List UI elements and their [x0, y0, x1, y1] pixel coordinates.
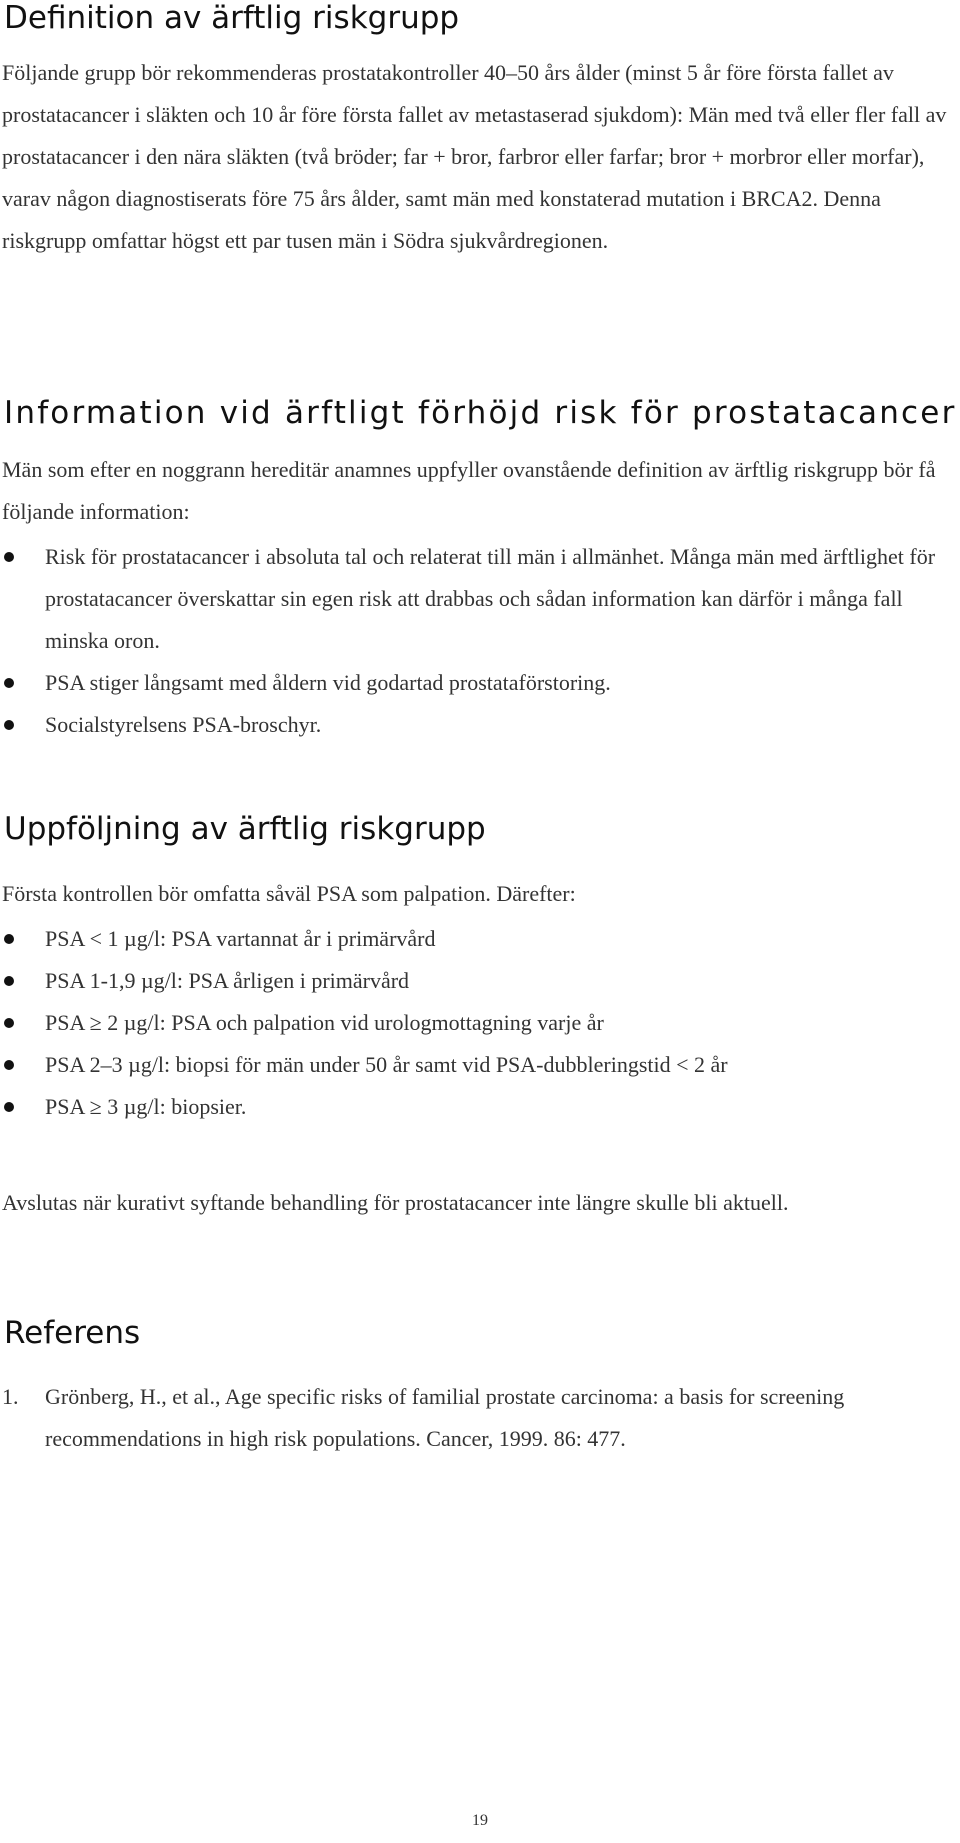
- list-item: PSA ≥ 3 µg/l: biopsier.: [0, 1086, 960, 1128]
- bullet-icon: [4, 1018, 14, 1028]
- list-item: PSA < 1 µg/l: PSA vartannat år i primärvård: [0, 918, 960, 960]
- bullet-icon: [4, 976, 14, 986]
- heading-referens: Referens: [4, 1315, 141, 1351]
- reference-item: [0, 1376, 950, 1460]
- bullet-icon: [4, 720, 14, 730]
- paragraph-definition: Följande grupp bör rekommenderas prostatakontroller 40–50 års ålder (minst 5 år före första fallet av prostatacancer i släkten och 10 år före första fallet av metastaserad sjukdom): Män med två eller fler fall av prostatacancer i den nära släkten (två bröder; far + bror, farbror eller farfar; bror + morbror eller morfar), varav någon diagnostiserats före 75 års ålder, samt män med konstaterad mutation i BRCA2. Denna riskgrupp omfattar högst ett par tusen män i Södra sjukvårdregionen.: [2, 60, 947, 253]
- paragraph-information-intro: Män som efter en noggrann hereditär anamnes uppfyller ovanstående definition av ärftlig riskgrupp bör få följande information:: [2, 457, 936, 524]
- bullet-icon: [4, 1060, 14, 1070]
- paragraph-uppfoljning-closing: Avslutas när kurativt syftande behandling för prostatacancer inte längre skulle bli aktuell.: [2, 1190, 789, 1215]
- list-item: Socialstyrelsens PSA-broschyr.: [0, 704, 960, 746]
- reference-number: 1.: [2, 1384, 19, 1409]
- paragraph-uppfoljning-intro: Första kontrollen bör omfatta såväl PSA som palpation. Därefter:: [2, 881, 576, 906]
- list-item: PSA 2–3 µg/l: biopsi för män under 50 år samt vid PSA-dubbleringstid < 2 år: [0, 1044, 960, 1086]
- reference-list: [0, 1376, 950, 1460]
- list-item: PSA 1-1,9 µg/l: PSA årligen i primärvård: [0, 960, 960, 1002]
- reference-text: Grönberg, H., et al., Age specific risks of familial prostate carcinoma: a basis for screening recommendations in high risk populations. Cancer, 1999. 86: 477.: [45, 1384, 845, 1451]
- heading-uppfoljning: Uppföljning av ärftlig riskgrupp: [4, 811, 486, 847]
- list-item: Risk för prostatacancer i absoluta tal och relaterat till män i allmänhet. Många män med ärftlighet för prostatacancer överskattar sin egen risk att drabbas och sådan information kan därför i många fall minska oron.: [0, 536, 960, 662]
- information-bullet-list: [0, 536, 960, 746]
- heading-definition: Definition av ärftlig riskgrupp: [4, 0, 460, 36]
- bullet-icon: [4, 1102, 14, 1112]
- heading-information: Information vid ärftligt förhöjd risk för prostatacancer: [4, 395, 957, 431]
- bullet-icon: [4, 934, 14, 944]
- list-item: PSA stiger långsamt med åldern vid godartad prostataförstoring.: [0, 662, 960, 704]
- page-number: 19: [472, 1812, 488, 1829]
- bullet-icon: [4, 678, 14, 688]
- bullet-icon: [4, 552, 14, 562]
- uppfoljning-bullet-list: [0, 918, 960, 1128]
- list-item: PSA ≥ 2 µg/l: PSA och palpation vid urologmottagning varje år: [0, 1002, 960, 1044]
